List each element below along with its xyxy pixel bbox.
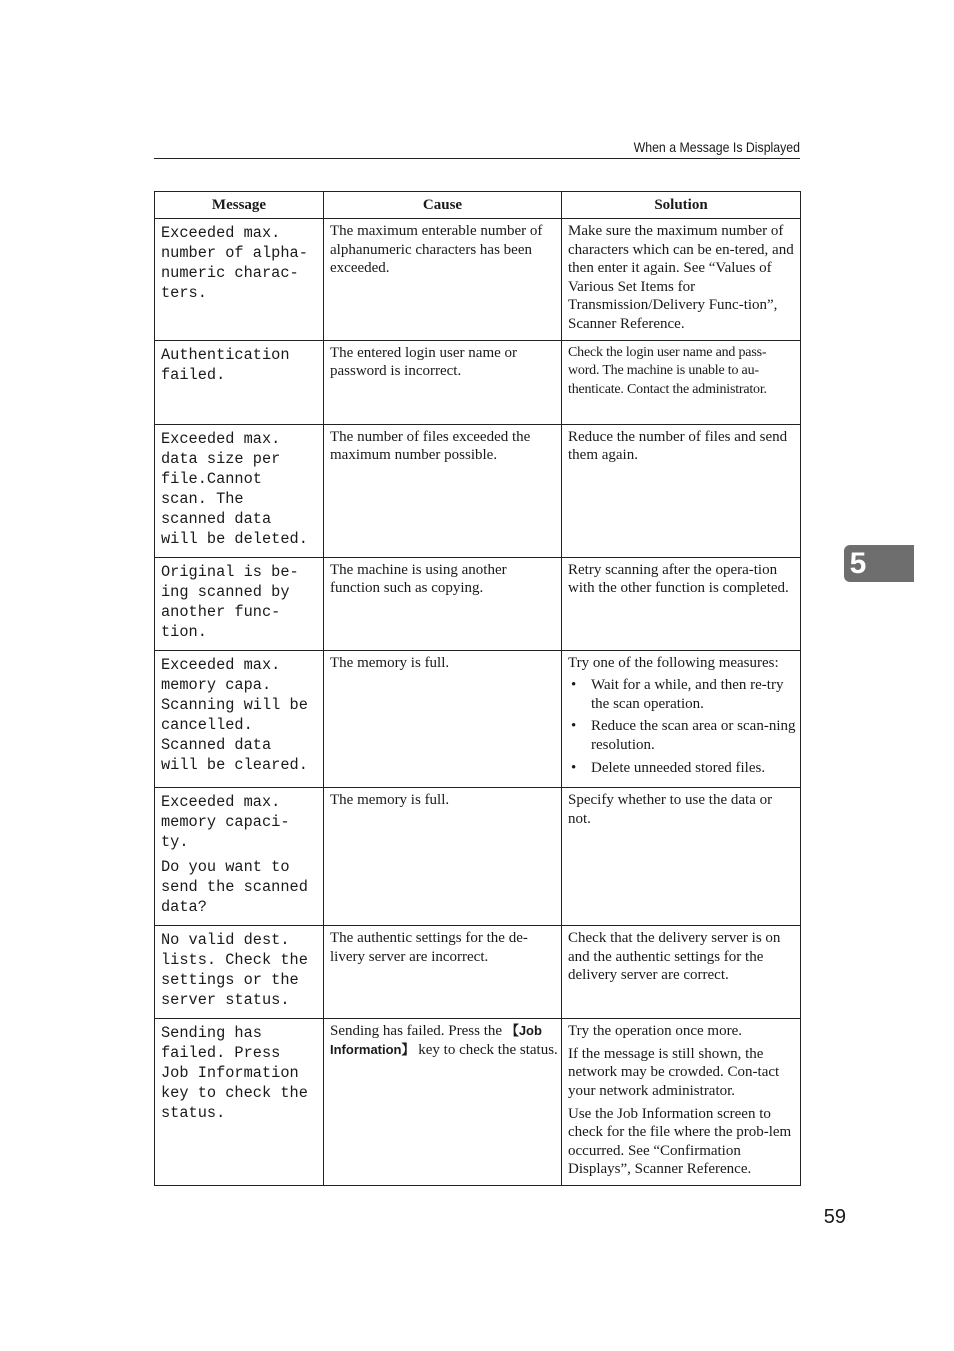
solution-text: Check that the delivery server is on and the authentic settings for the delivery server are correct.: [568, 930, 781, 984]
table-row: [155, 424, 801, 557]
solution-cell: [562, 340, 801, 424]
solution-text: Try the operation once more.: [568, 1023, 742, 1040]
job-information-key-label: 【Job Information】: [330, 1023, 542, 1057]
solution-text: Reduce the number of files and send them again.: [568, 428, 788, 464]
solution-cell: [562, 424, 801, 557]
cause-cell: The memory is full.: [324, 788, 562, 926]
list-item: • Reduce the scan area or scan-ning resolution.: [568, 717, 796, 754]
cause-cell: The machine is using another function such as copying.: [324, 557, 562, 650]
cause-cell: The memory is full.: [324, 650, 562, 788]
message-cell: Original is be- ing scanned by another func- tion.: [155, 557, 324, 650]
running-header: When a Message Is Displayed: [633, 139, 800, 155]
table-header-row: [155, 192, 801, 219]
solution-cell: [562, 219, 801, 341]
message-text-continued: Do you want to send the scanned data?: [161, 858, 308, 917]
column-header-solution: Solution: [562, 192, 801, 219]
table-row: [155, 650, 801, 788]
message-cell: Sending has failed. Press Job Information key to check the status.: [155, 1019, 324, 1186]
page-number: 59: [823, 1206, 846, 1228]
message-text: Exceeded max. memory capaci- ty.: [161, 793, 290, 852]
message-cell: No valid dest. lists. Check the settings or the server status.: [155, 926, 324, 1019]
list-item: • Delete unneeded stored files.: [568, 759, 796, 778]
list-item: • Wait for a while, and then re-try the scan operation.: [568, 676, 796, 713]
cause-text: Sending has failed. Press the: [330, 1023, 506, 1040]
message-cell: Exceeded max. number of alpha- numeric charac- ters.: [155, 219, 324, 341]
header-rule: [154, 158, 800, 159]
table-row: [155, 926, 801, 1019]
solution-text: Make sure the maximum number of characters which can be en-tered, and then enter it again. See “Values of Various Set Items for Transmission/Delivery Func-tion”, Scanner Reference.: [568, 223, 794, 332]
cause-cell: [324, 1019, 562, 1186]
message-cell: Exceeded max. data size per file.Cannot scan. The scanned data will be deleted.: [155, 424, 324, 557]
chapter-number: 5: [849, 547, 867, 580]
solution-text: If the message is still shown, the network may be crowded. Con-tact your network administrator.: [568, 1045, 780, 1099]
solution-cell: [562, 1019, 801, 1186]
message-cell: Exceeded max. memory capa. Scanning will be cancelled. Scanned data will be cleared.: [155, 650, 324, 788]
message-cell: [155, 788, 324, 926]
solution-text: Try one of the following measures:: [568, 654, 779, 671]
solution-text: Check the login user name and pass-word. The machine is unable to au-thenticate. Contact the administrator.: [568, 344, 767, 397]
solution-text: Specify whether to use the data or not.: [568, 792, 773, 827]
solution-cell: [562, 557, 801, 650]
measures-list: [568, 676, 796, 777]
column-header-message: Message: [155, 192, 324, 219]
message-cell: Authentication failed.: [155, 340, 324, 424]
table-row: [155, 1019, 801, 1186]
solution-cell: [562, 926, 801, 1019]
cause-cell: The number of files exceeded the maximum number possible.: [324, 424, 562, 557]
column-header-cause: Cause: [324, 192, 562, 219]
table-row: [155, 557, 801, 650]
table-row: [155, 219, 801, 341]
cause-cell: The maximum enterable number of alphanumeric characters has been exceeded.: [324, 219, 562, 341]
cause-text-continued: key to check the status.: [414, 1041, 558, 1058]
solution-text: Use the Job Information screen to check for the file where the prob-lem occurred. See “Confirmation Displays”, Scanner Reference.: [568, 1105, 792, 1178]
message-table: [154, 191, 801, 1186]
table-row: [155, 340, 801, 424]
solution-text: Retry scanning after the opera-tion with the other function is completed.: [568, 561, 789, 597]
solution-cell: [562, 788, 801, 926]
cause-cell: The entered login user name or password is incorrect.: [324, 340, 562, 424]
cause-cell: The authentic settings for the de-livery server are incorrect.: [324, 926, 562, 1019]
solution-cell: [562, 650, 801, 788]
table-row: [155, 788, 801, 926]
